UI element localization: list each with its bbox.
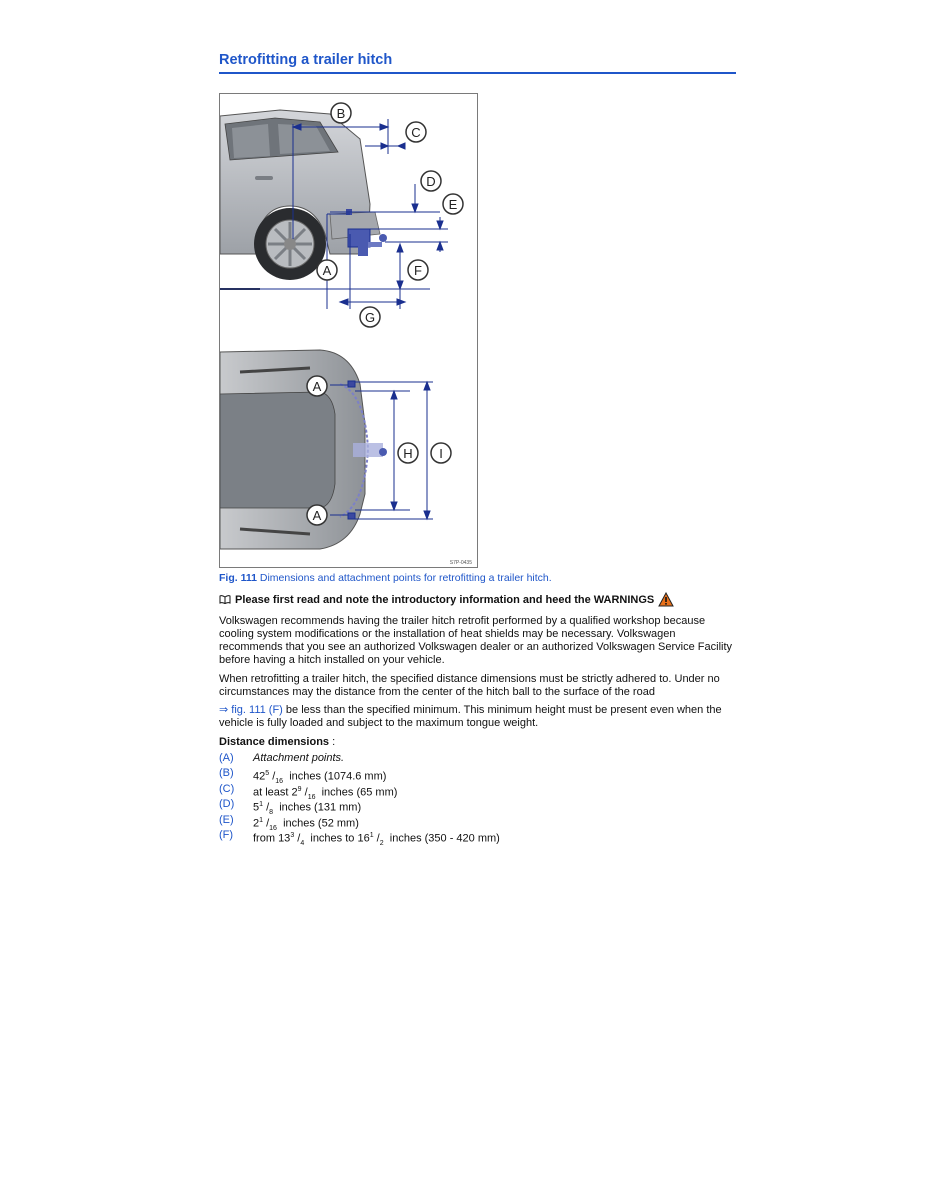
callout-e	[443, 194, 463, 214]
dimension-key: (C)	[219, 782, 235, 795]
figure-caption	[219, 572, 552, 584]
callout-b	[331, 103, 351, 123]
side-view-car	[220, 110, 380, 289]
hitch-diagram	[220, 94, 477, 567]
paragraph-dimensions-intro: When retrofitting a trailer hitch, the specified distance dimensions must be strictly adhered to. Under no circumstances may the distance from the center of the hitch ball to the surface of the road	[219, 673, 720, 698]
svg-text:A: A	[312, 508, 322, 523]
svg-text:F: F	[414, 263, 422, 278]
svg-text:H: H	[403, 446, 413, 461]
dimension-row-a	[219, 751, 500, 766]
callout-i	[431, 443, 451, 463]
figure-number: Fig. 111	[219, 572, 257, 584]
svg-text:B: B	[336, 106, 346, 121]
callout-d	[421, 171, 441, 191]
callout-c	[406, 122, 426, 142]
callout-g	[360, 307, 380, 327]
notice-line	[219, 592, 739, 607]
paragraph-minimum-height	[219, 704, 739, 730]
dimension-key: (D)	[219, 798, 235, 811]
trailer-hitch-figure	[219, 93, 478, 568]
svg-text:D: D	[426, 174, 436, 189]
svg-text:C: C	[411, 125, 421, 140]
dimension-key: (E)	[219, 813, 234, 826]
callout-f	[408, 260, 428, 280]
svg-text:A: A	[312, 379, 322, 394]
svg-text:G: G	[364, 310, 376, 325]
figure-caption-text: Dimensions and attachment points for retrofitting a trailer hitch.	[259, 572, 552, 584]
dimension-value: $42^5$ $/_{16}$ inches (1074.6 mm)	[253, 770, 387, 786]
dimension-row-b	[219, 766, 500, 786]
callout-a-side	[317, 260, 337, 280]
dimension-row-c	[219, 782, 500, 801]
paragraph-recommendation: Volkswagen recommends having the trailer hitch retrofit performed by a qualified workshop because cooling system modifications or the installation of heat shields may be necessary. Volkswagen recommends that you see an authorized Volkswagen dealer or an authorized Volkswagen Service Facility before having a hitch installed on your vehicle.	[219, 615, 733, 666]
warning-triangle-icon	[658, 592, 674, 607]
dimension-key: (F)	[219, 828, 234, 841]
svg-text:I: I	[439, 446, 443, 461]
svg-text:A: A	[322, 263, 332, 278]
dimension-row-d	[219, 797, 500, 817]
dimension-list	[219, 751, 500, 847]
dimension-key: (B)	[219, 767, 234, 780]
dimension-value: from $13^3$ $/_4$ inches to $16^1$ $/_2$ inches (350 - 420 mm)	[253, 831, 500, 847]
arrow-symbol: ⇒	[219, 704, 229, 716]
callout-a-top2	[307, 505, 327, 525]
dimension-row-e	[219, 813, 500, 832]
callout-a-top1	[307, 376, 327, 396]
distance-heading-text: Distance dimensions	[219, 736, 330, 748]
notice-text: Please first read and note the introductory information and heed the WARNINGS	[235, 593, 655, 606]
figure-link[interactable]: fig. 111 (F)	[231, 704, 283, 716]
svg-text:E: E	[448, 197, 458, 212]
dimension-value: at least $2^9$ $/_{16}$ inches (65 mm)	[253, 785, 398, 801]
distance-dimensions-heading	[219, 736, 335, 748]
dimension-value: Attachment points.	[253, 752, 345, 764]
dimension-value: $5^1$ $/_8$ inches (131 mm)	[253, 801, 362, 817]
dimension-value: $2^1$ $/_{16}$ inches (52 mm)	[253, 816, 359, 832]
figure-code: S7P-0435	[449, 560, 472, 566]
minimum-height-text: be less than the specified minimum. This minimum height must be present even when the vehicle is fully loaded and subject to the maximum tongue weight.	[219, 704, 722, 729]
page-title: Retrofitting a trailer hitch	[219, 52, 736, 74]
callout-h	[398, 443, 418, 463]
dimension-row-f	[219, 828, 500, 847]
dimension-key: (A)	[219, 752, 234, 764]
distance-heading-suffix: :	[329, 736, 336, 748]
book-icon	[219, 595, 231, 604]
